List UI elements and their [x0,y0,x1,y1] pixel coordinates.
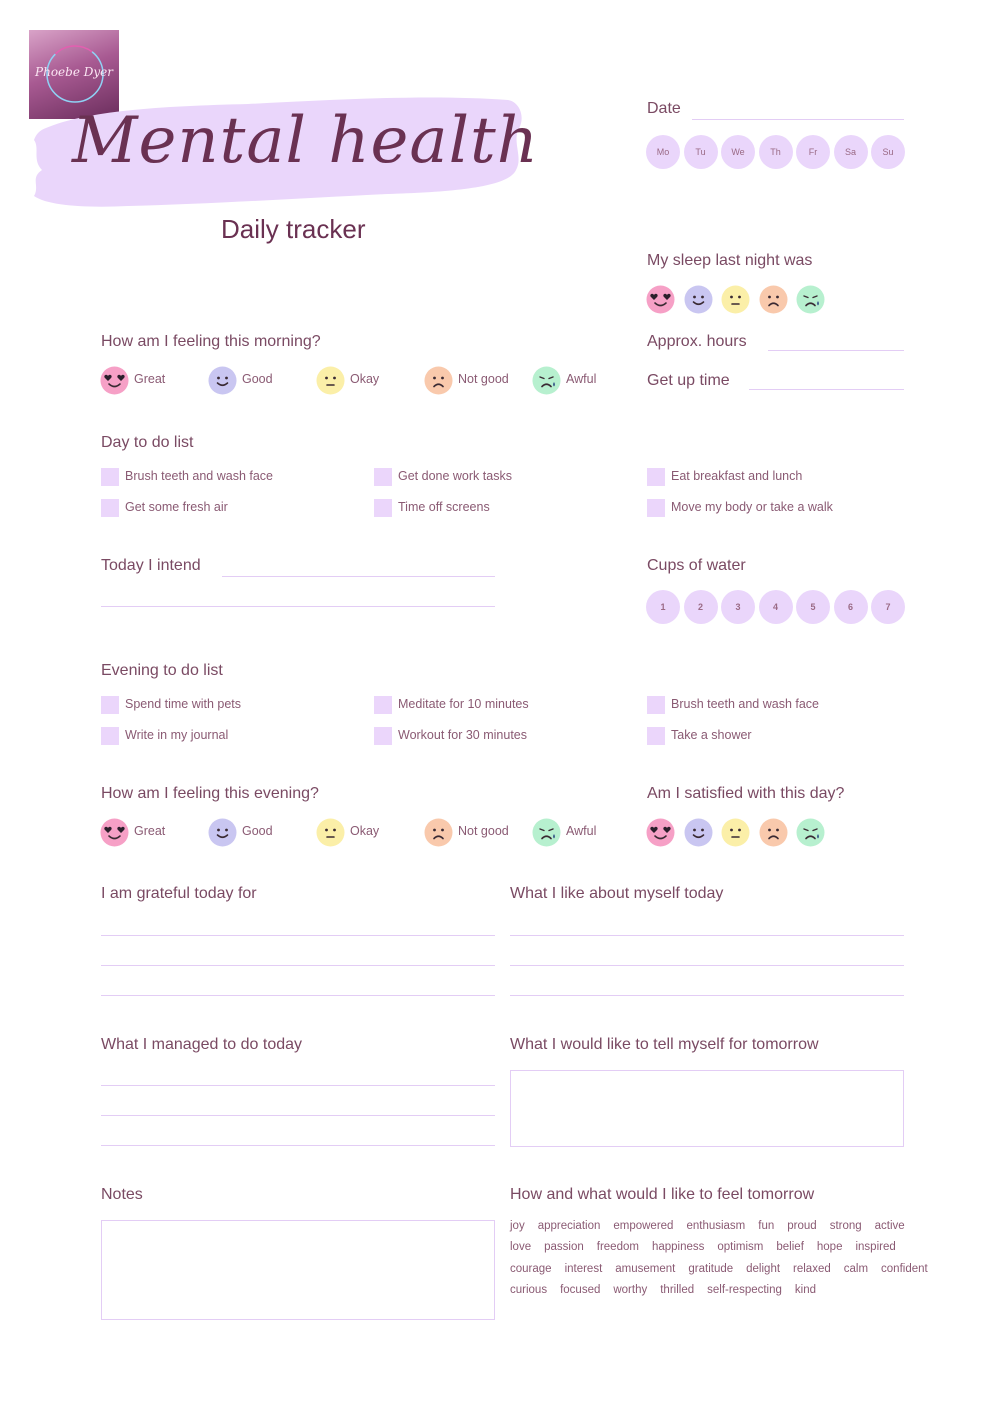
weekday-th[interactable]: Th [759,135,793,169]
day-todo-checkbox[interactable] [101,468,119,486]
evening-todo-label: Evening to do list [101,662,223,679]
morning-okay-label: Okay [350,372,380,386]
feel-word[interactable]: passion [544,1241,584,1254]
water-cup-7[interactable]: 7 [871,590,905,624]
approx-hours-line[interactable] [768,350,904,351]
morning-good-label: Good [242,372,273,386]
feel-word[interactable]: calm [843,1262,869,1275]
today-intend-label: Today I intend [101,557,201,574]
day-todo-checkbox[interactable] [101,499,119,517]
evening-todo-checkbox[interactable] [101,727,119,745]
evening-notgood-label: Not good [458,824,509,838]
evening-notgood-face-icon[interactable] [424,818,453,847]
grateful-line-1[interactable] [101,935,495,936]
feel-word[interactable]: confident [881,1262,928,1275]
weekday-we[interactable]: We [721,135,755,169]
feel-word[interactable]: courage [510,1262,552,1275]
sleep-notgood-face-icon[interactable] [759,285,788,314]
feel-word[interactable]: fun [758,1220,775,1232]
managed-line-2[interactable] [101,1115,495,1116]
satisfied-okay-face-icon[interactable] [721,818,750,847]
grateful-label: I am grateful today for [101,885,257,902]
tell-tomorrow-box[interactable] [510,1070,904,1147]
feel-word[interactable]: inspired [855,1241,896,1254]
water-cup-3[interactable]: 3 [721,590,755,624]
notes-box[interactable] [101,1220,495,1320]
like-myself-label: What I like about myself today [510,885,724,902]
evening-todo-checkbox[interactable] [374,727,392,745]
satisfied-notgood-face-icon[interactable] [759,818,788,847]
feel-word[interactable]: enthusiasm [686,1220,746,1232]
feel-word[interactable]: relaxed [793,1262,831,1275]
feel-word[interactable]: happiness [651,1241,705,1254]
like-myself-line-3[interactable] [510,995,904,996]
day-todo-checkbox[interactable] [647,468,665,486]
page-subtitle: Daily tracker [221,214,366,244]
feel-word[interactable]: curious [510,1283,548,1296]
page-title: Mental health [72,104,539,178]
water-cup-1[interactable]: 1 [646,590,680,624]
feel-word-row [510,1220,918,1232]
feel-word[interactable]: delight [746,1262,781,1275]
evening-todo-checkbox[interactable] [101,696,119,714]
morning-notgood-label: Not good [458,372,509,386]
feel-word[interactable]: worthy [613,1283,648,1296]
day-todo-checkbox[interactable] [374,468,392,486]
intend-line-2[interactable] [101,606,495,607]
approx-hours-label: Approx. hours [647,333,747,350]
evening-feeling-label: How am I feeling this evening? [101,785,319,802]
morning-okay-face-icon[interactable] [316,366,345,395]
getup-time-line[interactable] [749,389,904,390]
feel-tomorrow-label: How and what would I like to feel tomorrow [510,1186,815,1203]
morning-great-label: Great [134,372,166,386]
day-todo-item-label: Get done work tasks [398,469,512,483]
tell-tomorrow-label: What I would like to tell myself for tomorrow [510,1036,819,1053]
feel-word[interactable]: hope [816,1241,843,1254]
water-cup-4[interactable]: 4 [759,590,793,624]
managed-line-3[interactable] [101,1145,495,1146]
logo-text: Phoebe Dyer [35,65,113,79]
weekday-sa[interactable]: Sa [834,135,868,169]
feel-word[interactable]: thrilled [660,1283,695,1296]
evening-todo-item-label: Brush teeth and wash face [671,697,820,711]
feel-word[interactable]: interest [564,1262,603,1275]
evening-todo-checkbox[interactable] [647,727,665,745]
water-cup-6[interactable]: 6 [834,590,868,624]
feel-word[interactable]: freedom [596,1241,639,1254]
weekday-tu[interactable]: Tu [684,135,718,169]
feel-word[interactable]: optimism [717,1241,764,1254]
getup-time-label: Get up time [647,372,730,389]
weekday-mo[interactable]: Mo [646,135,680,169]
date-label: Date [647,100,681,117]
feel-word[interactable]: focused [560,1283,601,1296]
feel-word[interactable]: active [874,1220,905,1232]
morning-awful-label: Awful [566,372,597,386]
managed-label: What I managed to do today [101,1036,303,1053]
evening-great-face-icon[interactable] [100,818,129,847]
feel-word[interactable]: joy [510,1220,525,1232]
sleep-great-face-icon[interactable] [646,285,675,314]
like-myself-line-2[interactable] [510,965,904,966]
day-todo-item-label: Eat breakfast and lunch [671,469,803,483]
evening-great-label: Great [134,824,166,838]
evening-good-label: Good [242,824,273,838]
date-line[interactable] [692,119,904,120]
day-todo-label: Day to do list [101,434,194,451]
like-myself-line-1[interactable] [510,935,904,936]
day-todo-item-label: Get some fresh air [125,500,228,514]
weekday-su[interactable]: Su [871,135,905,169]
feel-word[interactable]: amusement [615,1262,676,1275]
water-cup-2[interactable]: 2 [684,590,718,624]
evening-todo-checkbox[interactable] [647,696,665,714]
feel-word[interactable]: love [510,1241,532,1254]
evening-todo-item-label: Take a shower [671,728,752,742]
feel-word[interactable]: belief [776,1241,804,1254]
morning-awful-face-icon[interactable] [532,366,561,395]
feel-word-row [510,1241,909,1253]
feel-word-row [510,1263,941,1275]
satisfied-good-face-icon[interactable] [684,818,713,847]
evening-okay-label: Okay [350,824,380,838]
evening-todo-item-label: Write in my journal [125,728,229,742]
evening-todo-checkbox[interactable] [374,696,392,714]
feel-word[interactable]: proud [787,1220,817,1232]
day-todo-checkbox[interactable] [647,499,665,517]
sleep-awful-face-icon[interactable] [796,285,825,314]
sleep-good-face-icon[interactable] [684,285,713,314]
evening-todo-item-label: Spend time with pets [125,697,242,711]
feel-word[interactable]: gratitude [688,1262,734,1275]
water-cup-5[interactable]: 5 [796,590,830,624]
day-todo-item-label: Brush teeth and wash face [125,469,274,483]
intend-line-1[interactable] [222,576,495,577]
morning-great-face-icon[interactable] [100,366,129,395]
feel-word[interactable]: strong [829,1220,862,1232]
grateful-line-3[interactable] [101,995,495,996]
feel-word[interactable]: empowered [613,1220,674,1232]
evening-awful-label: Awful [566,824,597,838]
notes-label: Notes [101,1186,143,1203]
sleep-label: My sleep last night was [647,252,813,269]
evening-awful-face-icon[interactable] [532,818,561,847]
sleep-okay-face-icon[interactable] [721,285,750,314]
feel-word[interactable]: appreciation [537,1220,601,1232]
grateful-line-2[interactable] [101,965,495,966]
feel-word-row [510,1284,829,1296]
managed-line-1[interactable] [101,1085,495,1086]
day-todo-checkbox[interactable] [374,499,392,517]
evening-okay-face-icon[interactable] [316,818,345,847]
satisfied-great-face-icon[interactable] [646,818,675,847]
morning-notgood-face-icon[interactable] [424,366,453,395]
satisfied-awful-face-icon[interactable] [796,818,825,847]
day-todo-item-label: Move my body or take a walk [671,500,833,514]
day-todo-item-label: Time off screens [398,500,490,514]
feel-word[interactable]: kind [794,1283,817,1296]
weekday-fr[interactable]: Fr [796,135,830,169]
evening-todo-item-label: Workout for 30 minutes [398,728,527,742]
morning-good-face-icon[interactable] [208,366,237,395]
water-label: Cups of water [647,557,746,574]
feel-word[interactable]: self-respecting [707,1283,782,1296]
morning-feeling-label: How am I feeling this morning? [101,333,321,350]
evening-todo-item-label: Meditate for 10 minutes [398,697,529,711]
evening-good-face-icon[interactable] [208,818,237,847]
satisfied-label: Am I satisfied with this day? [647,785,845,802]
